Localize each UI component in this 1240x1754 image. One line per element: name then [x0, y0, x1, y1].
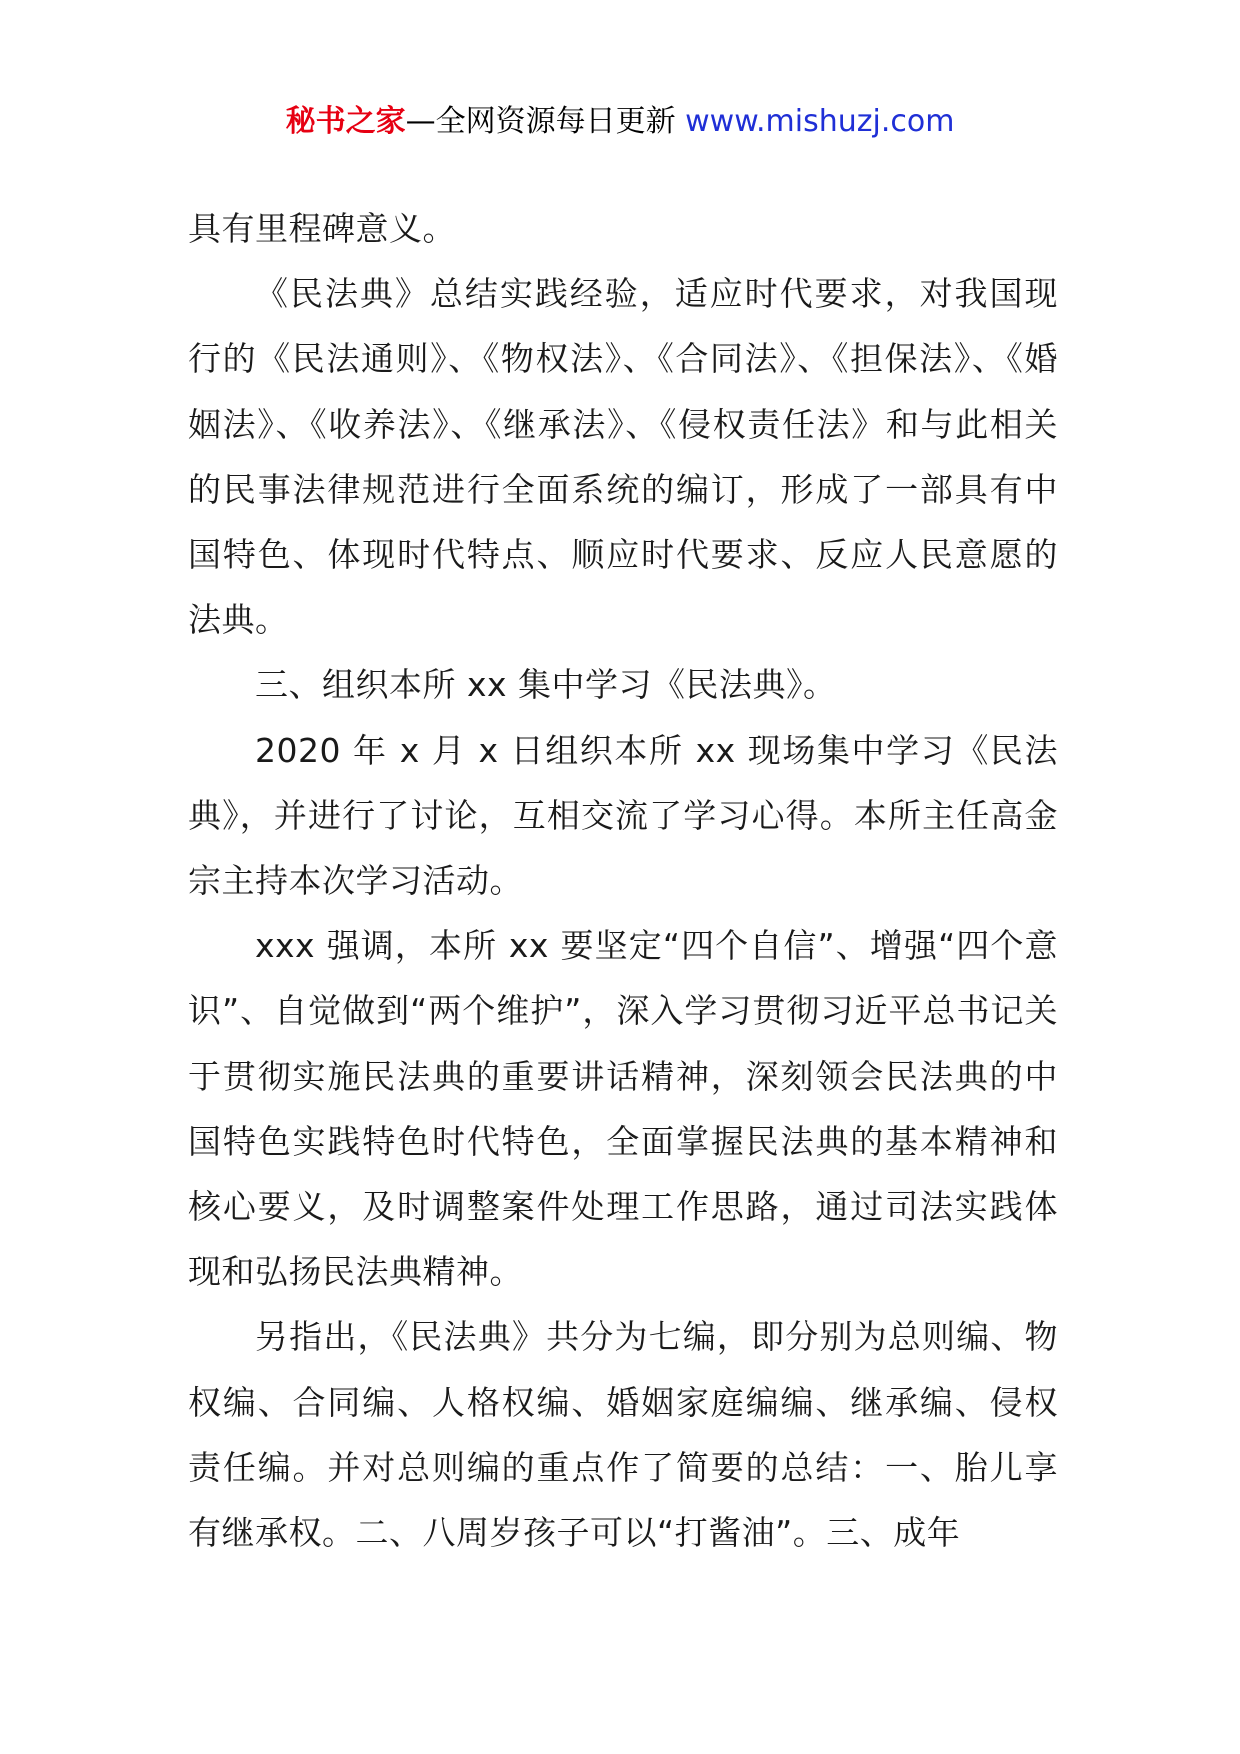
site-url-link[interactable]: www.mishuzj.com	[685, 104, 955, 139]
paragraph-continuation: 具有里程碑意义。	[188, 209, 456, 248]
site-tagline: —全网资源每日更新	[405, 104, 686, 139]
paragraph: 2020 年 x 月 x 日组织本所 xx 现场集中学习《民法典》，并进行了讨论，互相交流了学习心得。本所主任高金宗主持本次学习活动。	[188, 730, 1058, 901]
paragraph: 《民法典》总结实践经验，适应时代要求，对我国现行的《民法通则》、《物权法》、《合同法》、《担保法》、《婚姻法》、《收养法》、《继承法》、《侵权责任法》和与此相关的民事法律规范进行全面系统的编订，形成了一部具有中国特色、体现时代特点、顺应时代要求、反应人民意愿的法典。	[188, 274, 1058, 640]
paragraph: 另指出，《民法典》共分为七编，即分别为总则编、物权编、合同编、人格权编、婚姻家庭编编、继承编、侵权责任编。并对总则编的重点作了简要的总结：一、胎儿享有继承权。二、八周岁孩子可以“打酱油”。三、成年	[188, 1317, 1058, 1553]
paragraph: xxx 强调，本所 xx 要坚定“四个自信”、增强“四个意识”、自觉做到“两个维护”，深入学习贯彻习近平总书记关于贯彻实施民法典的重要讲话精神，深刻领会民法典的中国特色实践特色时代特色，全面掌握民法典的基本精神和核心要义，及时调整案件处理工作思路，通过司法实践体现和弘扬民法典精神。	[188, 926, 1058, 1292]
site-brand: 秘书之家	[285, 104, 406, 139]
document-body	[188, 196, 1058, 1565]
site-header	[0, 100, 1240, 144]
section-heading: 三、组织本所 xx 集中学习《民法典》。	[255, 665, 837, 705]
